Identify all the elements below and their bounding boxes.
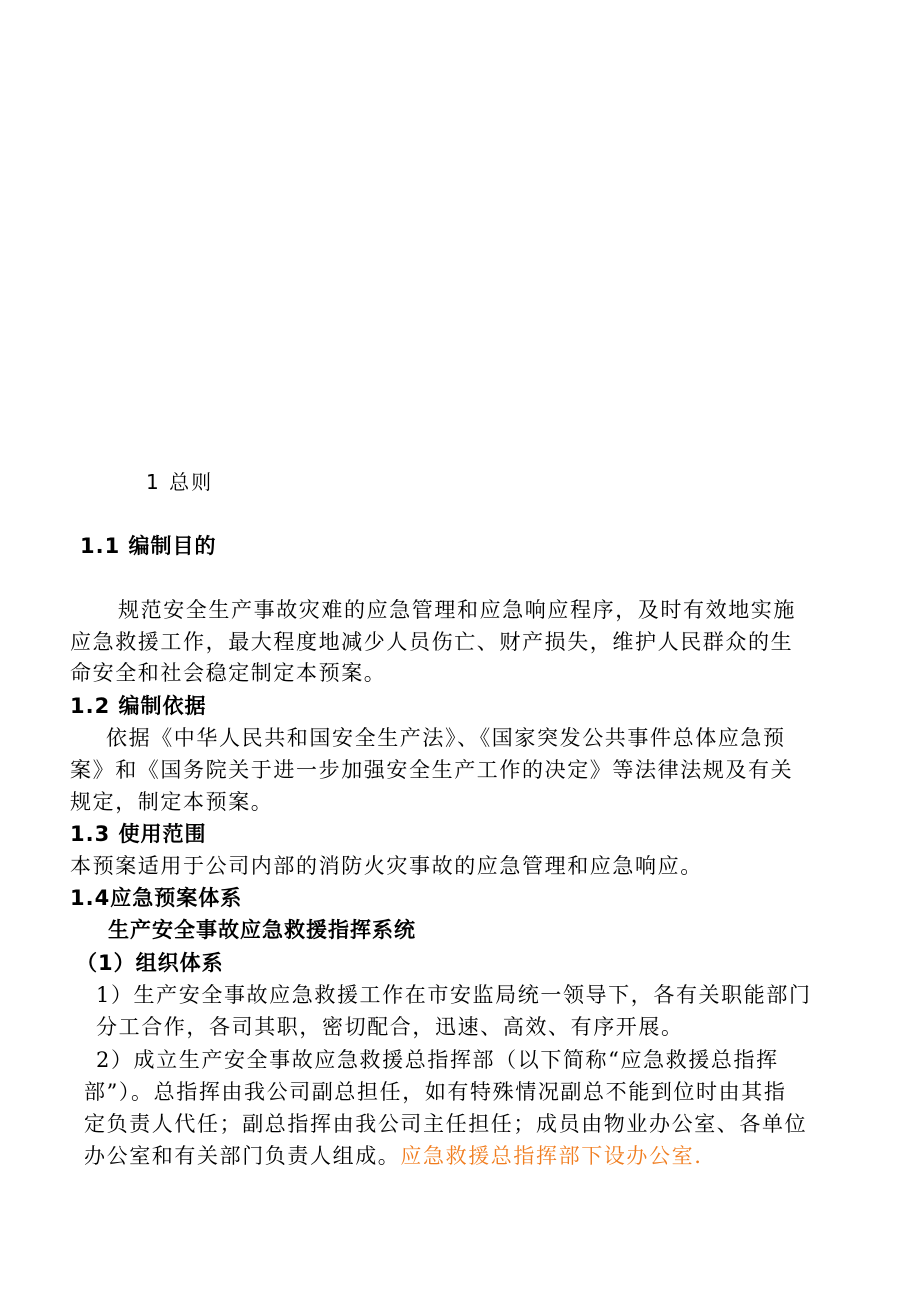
- section-1-3-heading: 1.3 使用范围: [70, 822, 207, 846]
- item-2-line: 2）成立生产安全事故应急救援总指挥部（以下简称“应急救援总指挥: [96, 1048, 779, 1072]
- section-1-2-paragraph-line: 规定，制定本预案。: [70, 790, 274, 814]
- item-2-highlight-text: 应急救援总指挥部下设办公室.: [400, 1144, 703, 1168]
- item-1-line: 1）生产安全事故应急救援工作在市安监局统一领导下，各有关职能部门: [96, 983, 812, 1007]
- chapter-title: 1 总则: [146, 470, 214, 494]
- org-system-heading: （1）组织体系: [76, 951, 224, 975]
- item-2-text: 办公室和有关部门负责人组成。: [84, 1144, 401, 1168]
- item-2-line: 定负责人代任；副总指挥由我公司主任担任；成员由物业办公室、各单位: [84, 1112, 808, 1136]
- section-1-2-paragraph-line: 案》和《国务院关于进一步加强安全生产工作的决定》等法律法规及有关: [70, 758, 794, 782]
- section-1-1-paragraph-line: 命安全和社会稳定制定本预案。: [70, 661, 387, 685]
- section-1-4-subheading: 生产安全事故应急救援指挥系统: [108, 918, 416, 942]
- section-1-1-paragraph-line: 应急救援工作，最大程度地减少人员伤亡、财产损失，维护人民群众的生: [70, 630, 794, 654]
- section-1-4-heading: 1.4应急预案体系: [70, 886, 243, 910]
- item-1-line: 分工合作，各司其职，密切配合，迅速、高效、有序开展。: [96, 1015, 684, 1039]
- section-1-3-paragraph-line: 本预案适用于公司内部的消防火灾事故的应急管理和应急响应。: [70, 854, 703, 878]
- section-1-2-paragraph-line: 依据《中华人民共和国安全生产法》、《国家突发公共事件总体应急预: [106, 726, 786, 750]
- section-1-1-heading: 1.1 编制目的: [80, 534, 217, 558]
- item-2-line: 部”）。总指挥由我公司副总担任，如有特殊情况副总不能到位时由其指: [84, 1080, 787, 1104]
- item-2-line-last: [84, 1142, 702, 1170]
- section-1-1-paragraph-line: 规范安全生产事故灾难的应急管理和应急响应程序，及时有效地实施: [118, 598, 796, 622]
- section-1-2-heading: 1.2 编制依据: [70, 694, 207, 718]
